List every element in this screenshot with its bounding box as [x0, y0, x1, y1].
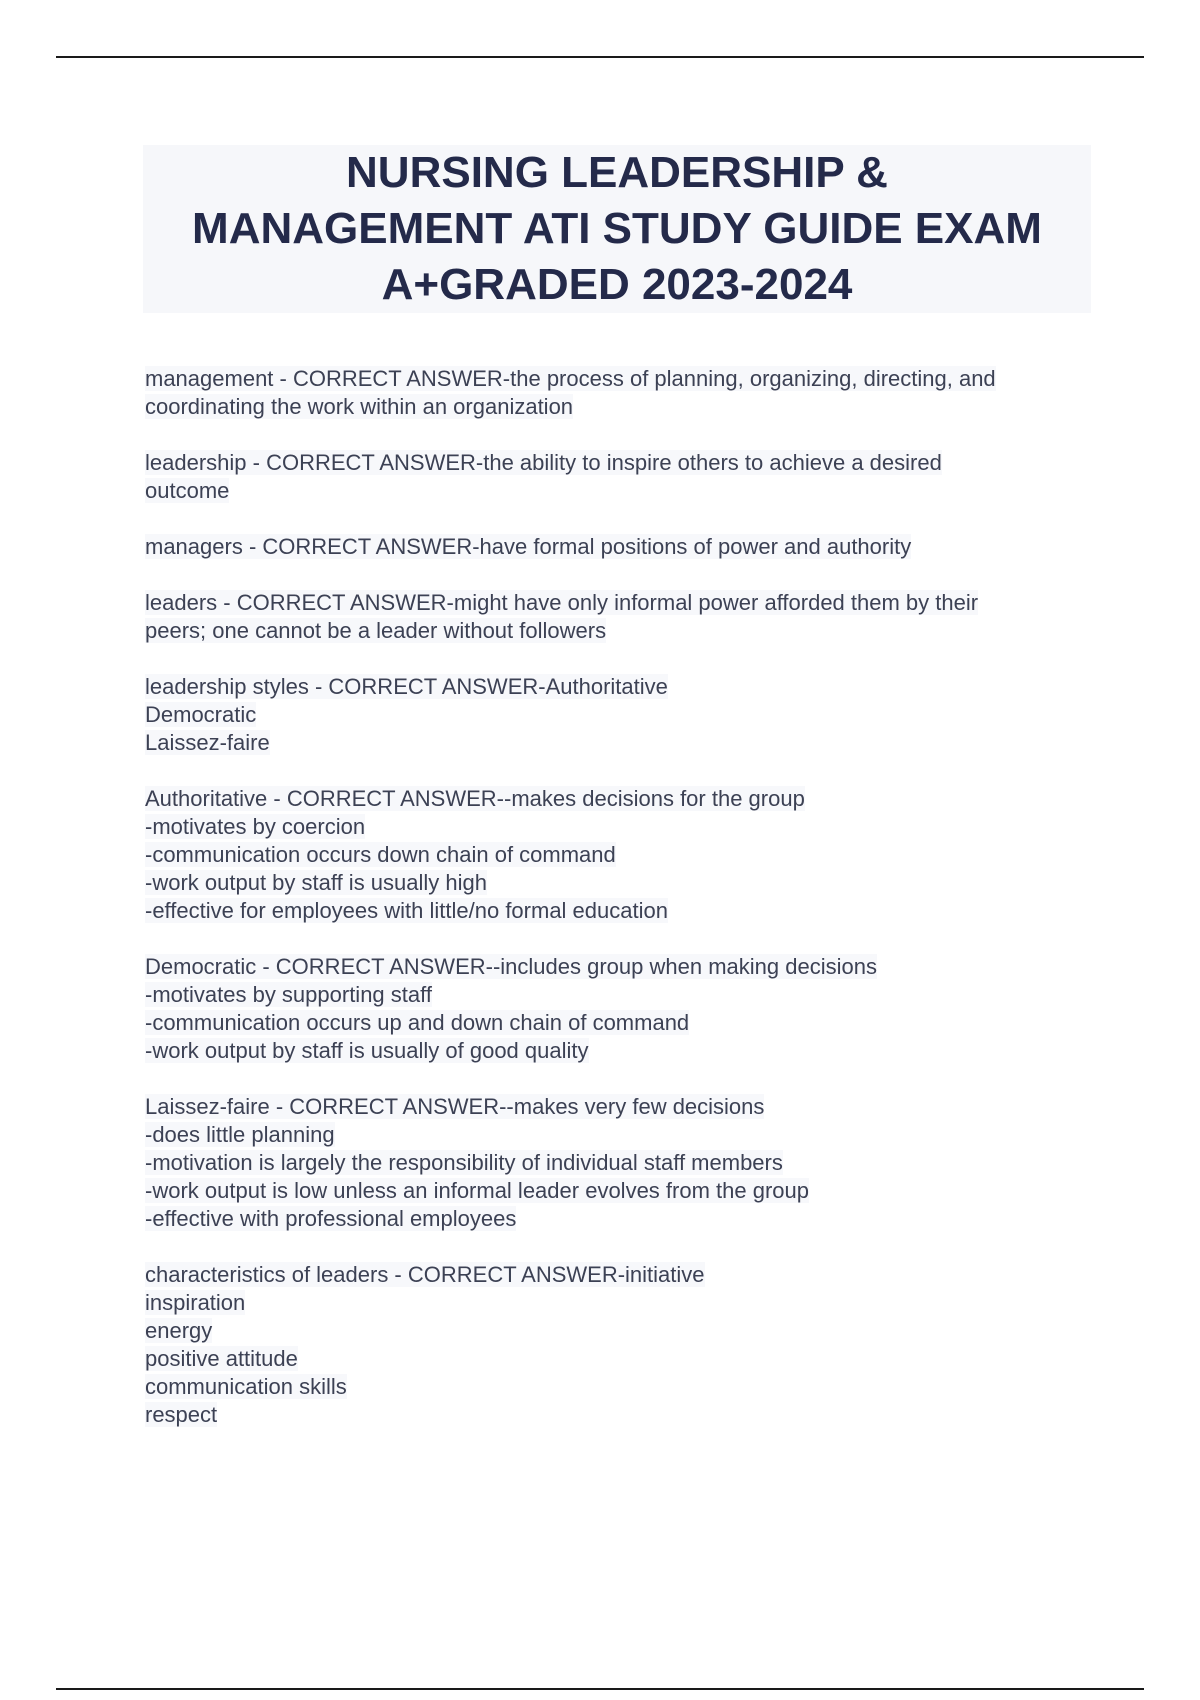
- entry-line: [145, 953, 1095, 981]
- entry-text: -work output by staff is usually of good quality: [145, 1038, 589, 1063]
- qa-entry: [145, 449, 1095, 505]
- entry-line: [145, 785, 1095, 813]
- entry-line: [145, 365, 1095, 393]
- entry-text: Democratic: [145, 702, 257, 727]
- title-line-2: MANAGEMENT ATI STUDY GUIDE EXAM: [192, 204, 1042, 253]
- entry-line: [145, 1289, 1095, 1317]
- qa-entry: [145, 1261, 1095, 1429]
- entry-line: [145, 449, 1095, 477]
- entry-text: peers; one cannot be a leader without followers: [145, 618, 607, 643]
- entry-line: [145, 1401, 1095, 1429]
- entry-text: -communication occurs up and down chain of command: [145, 1010, 690, 1035]
- entry-line: [145, 1093, 1095, 1121]
- entry-line: [145, 1373, 1095, 1401]
- title-line-3: A+GRADED 2023-2024: [381, 260, 853, 309]
- entry-line: [145, 813, 1095, 841]
- entry-line: [145, 841, 1095, 869]
- entry-text: outcome: [145, 478, 230, 503]
- entry-text: managers - CORRECT ANSWER-have formal positions of power and authority: [145, 534, 912, 559]
- entry-line: [145, 1177, 1095, 1205]
- title-line-1: NURSING LEADERSHIP &: [346, 148, 888, 197]
- qa-entry: [145, 365, 1095, 421]
- entry-text: coordinating the work within an organization: [145, 394, 574, 419]
- entry-line: [145, 1317, 1095, 1345]
- entry-line: [145, 1345, 1095, 1373]
- study-guide-content: [145, 365, 1095, 1457]
- entry-text: characteristics of leaders - CORRECT ANSWER-initiative: [145, 1262, 705, 1287]
- entry-text: energy: [145, 1318, 213, 1343]
- entry-text: respect: [145, 1402, 218, 1427]
- entry-text: -effective with professional employees: [145, 1206, 517, 1231]
- qa-entry: [145, 1093, 1095, 1233]
- entry-text: -work output is low unless an informal leader evolves from the group: [145, 1178, 809, 1203]
- entry-line: [145, 729, 1095, 757]
- entry-text: leaders - CORRECT ANSWER-might have only informal power afforded them by their: [145, 590, 979, 615]
- entry-text: -does little planning: [145, 1122, 335, 1147]
- entry-text: communication skills: [145, 1374, 347, 1399]
- entry-text: -motivates by coercion: [145, 814, 366, 839]
- entry-line: [145, 897, 1095, 925]
- entry-line: [145, 617, 1095, 645]
- entry-text: -communication occurs down chain of command: [145, 842, 616, 867]
- entry-text: leadership styles - CORRECT ANSWER-Authoritative: [145, 674, 668, 699]
- document-title: [143, 145, 1091, 313]
- entry-text: leadership - CORRECT ANSWER-the ability to inspire others to achieve a desired: [145, 450, 942, 475]
- qa-entry: [145, 589, 1095, 645]
- entry-line: [145, 477, 1095, 505]
- entry-text: Democratic - CORRECT ANSWER--includes group when making decisions: [145, 954, 877, 979]
- entry-line: [145, 1121, 1095, 1149]
- entry-line: [145, 393, 1095, 421]
- entry-line: [145, 701, 1095, 729]
- entry-text: Laissez-faire: [145, 730, 270, 755]
- entry-line: [145, 1009, 1095, 1037]
- top-divider: [56, 56, 1144, 58]
- entry-line: [145, 981, 1095, 1009]
- entry-line: [145, 1205, 1095, 1233]
- entry-text: -work output by staff is usually high: [145, 870, 487, 895]
- entry-line: [145, 533, 1095, 561]
- qa-entry: [145, 785, 1095, 925]
- entry-line: [145, 1261, 1095, 1289]
- entry-text: -motivates by supporting staff: [145, 982, 432, 1007]
- qa-entry: [145, 533, 1095, 561]
- entry-text: Authoritative - CORRECT ANSWER--makes decisions for the group: [145, 786, 805, 811]
- qa-entry: [145, 953, 1095, 1065]
- entry-line: [145, 869, 1095, 897]
- entry-line: [145, 589, 1095, 617]
- entry-line: [145, 673, 1095, 701]
- entry-text: management - CORRECT ANSWER-the process of planning, organizing, directing, and: [145, 366, 996, 391]
- entry-text: positive attitude: [145, 1346, 298, 1371]
- entry-line: [145, 1149, 1095, 1177]
- entry-text: -effective for employees with little/no formal education: [145, 898, 668, 923]
- entry-text: -motivation is largely the responsibility of individual staff members: [145, 1150, 783, 1175]
- entry-line: [145, 1037, 1095, 1065]
- entry-text: inspiration: [145, 1290, 246, 1315]
- bottom-divider: [56, 1688, 1144, 1690]
- qa-entry: [145, 673, 1095, 757]
- entry-text: Laissez-faire - CORRECT ANSWER--makes very few decisions: [145, 1094, 765, 1119]
